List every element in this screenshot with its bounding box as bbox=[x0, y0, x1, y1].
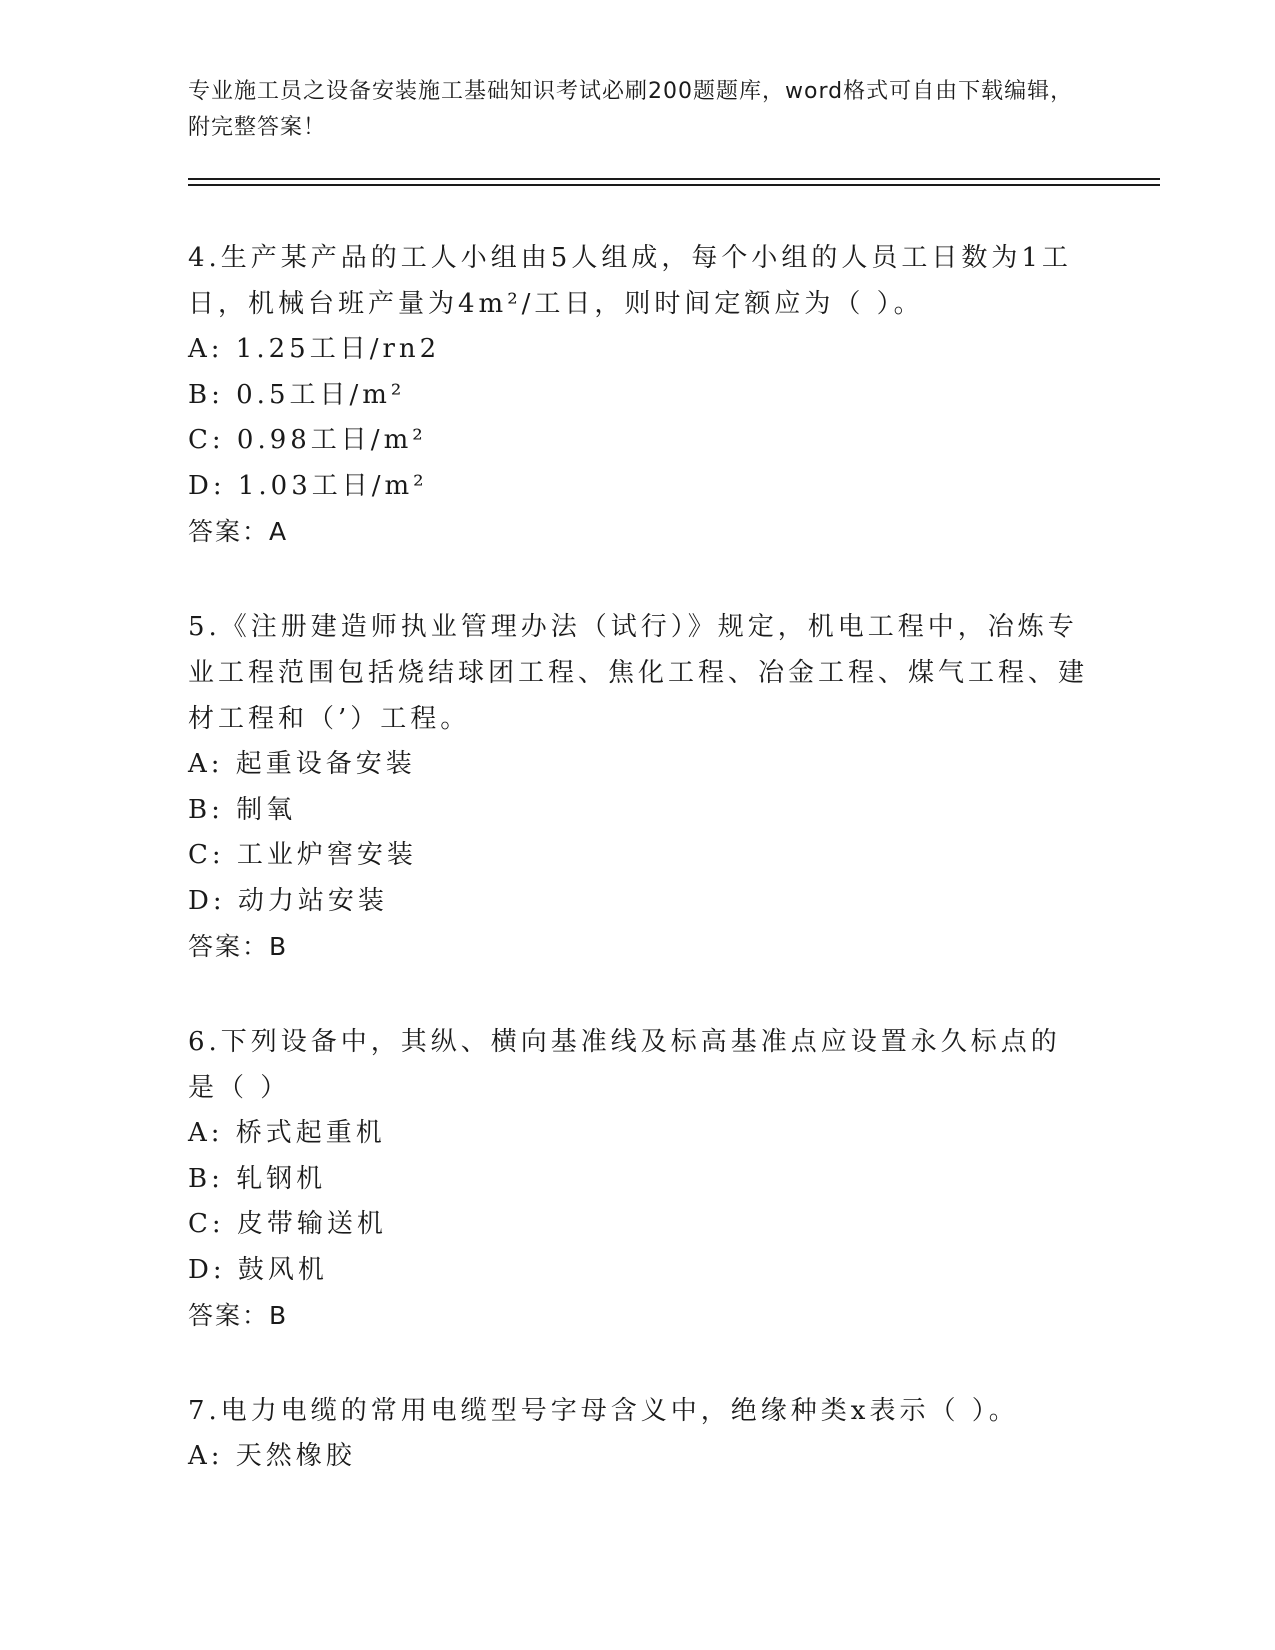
option-a: A: 起重设备安装 bbox=[188, 749, 416, 779]
question-text: 7.电力电缆的常用电缆型号字母含义中，绝缘种类x表示（ ）。 bbox=[188, 1396, 1019, 1426]
question-item bbox=[188, 235, 1088, 555]
question-text: 5.《注册建造师执业管理办法（试行）》规定，机电工程中，冶炼专业工程范围包括烧结球团工程、焦化工程、冶金工程、煤气工程、建材工程和（’）工程。 bbox=[188, 612, 1089, 734]
header-divider-top bbox=[188, 178, 1160, 180]
option-b: B: 制氧 bbox=[188, 794, 297, 825]
answer-text: 答案：A bbox=[188, 517, 289, 546]
option-a: A: 1.25工日/rn2 bbox=[188, 334, 441, 364]
option-b: B: 0.5工日/m² bbox=[188, 379, 406, 410]
question-item bbox=[188, 604, 1088, 970]
option-c: C: 0.98工日/m² bbox=[188, 425, 427, 455]
option-d: D: 鼓风机 bbox=[188, 1254, 328, 1285]
question-item bbox=[188, 1388, 1088, 1480]
header-divider-bottom bbox=[188, 184, 1160, 186]
option-b: B: 轧钢机 bbox=[188, 1163, 327, 1194]
question-list bbox=[188, 235, 1088, 1529]
option-a: A: 桥式起重机 bbox=[188, 1118, 386, 1148]
answer-text: 答案：B bbox=[188, 932, 289, 961]
option-d: D: 1.03工日/m² bbox=[188, 470, 428, 501]
option-a: A: 天然橡胶 bbox=[188, 1441, 356, 1471]
option-d: D: 动力站安装 bbox=[188, 885, 388, 916]
question-item bbox=[188, 1019, 1088, 1339]
document-header: 专业施工员之设备安装施工基础知识考试必刷200题题库，word格式可自由下载编辑，附完整答案！ bbox=[188, 79, 1074, 140]
option-c: C: 皮带输送机 bbox=[188, 1209, 387, 1239]
question-text: 6.下列设备中，其纵、横向基准线及标高基准点应设置永久标点的是（ ） bbox=[188, 1027, 1061, 1103]
question-text: 4.生产某产品的工人小组由5人组成，每个小组的人员工日数为1工日，机械台班产量为4m²/工日，则时间定额应为（ ）。 bbox=[188, 243, 1072, 319]
option-c: C: 工业炉窖安装 bbox=[188, 840, 417, 870]
answer-text: 答案：B bbox=[188, 1301, 289, 1330]
